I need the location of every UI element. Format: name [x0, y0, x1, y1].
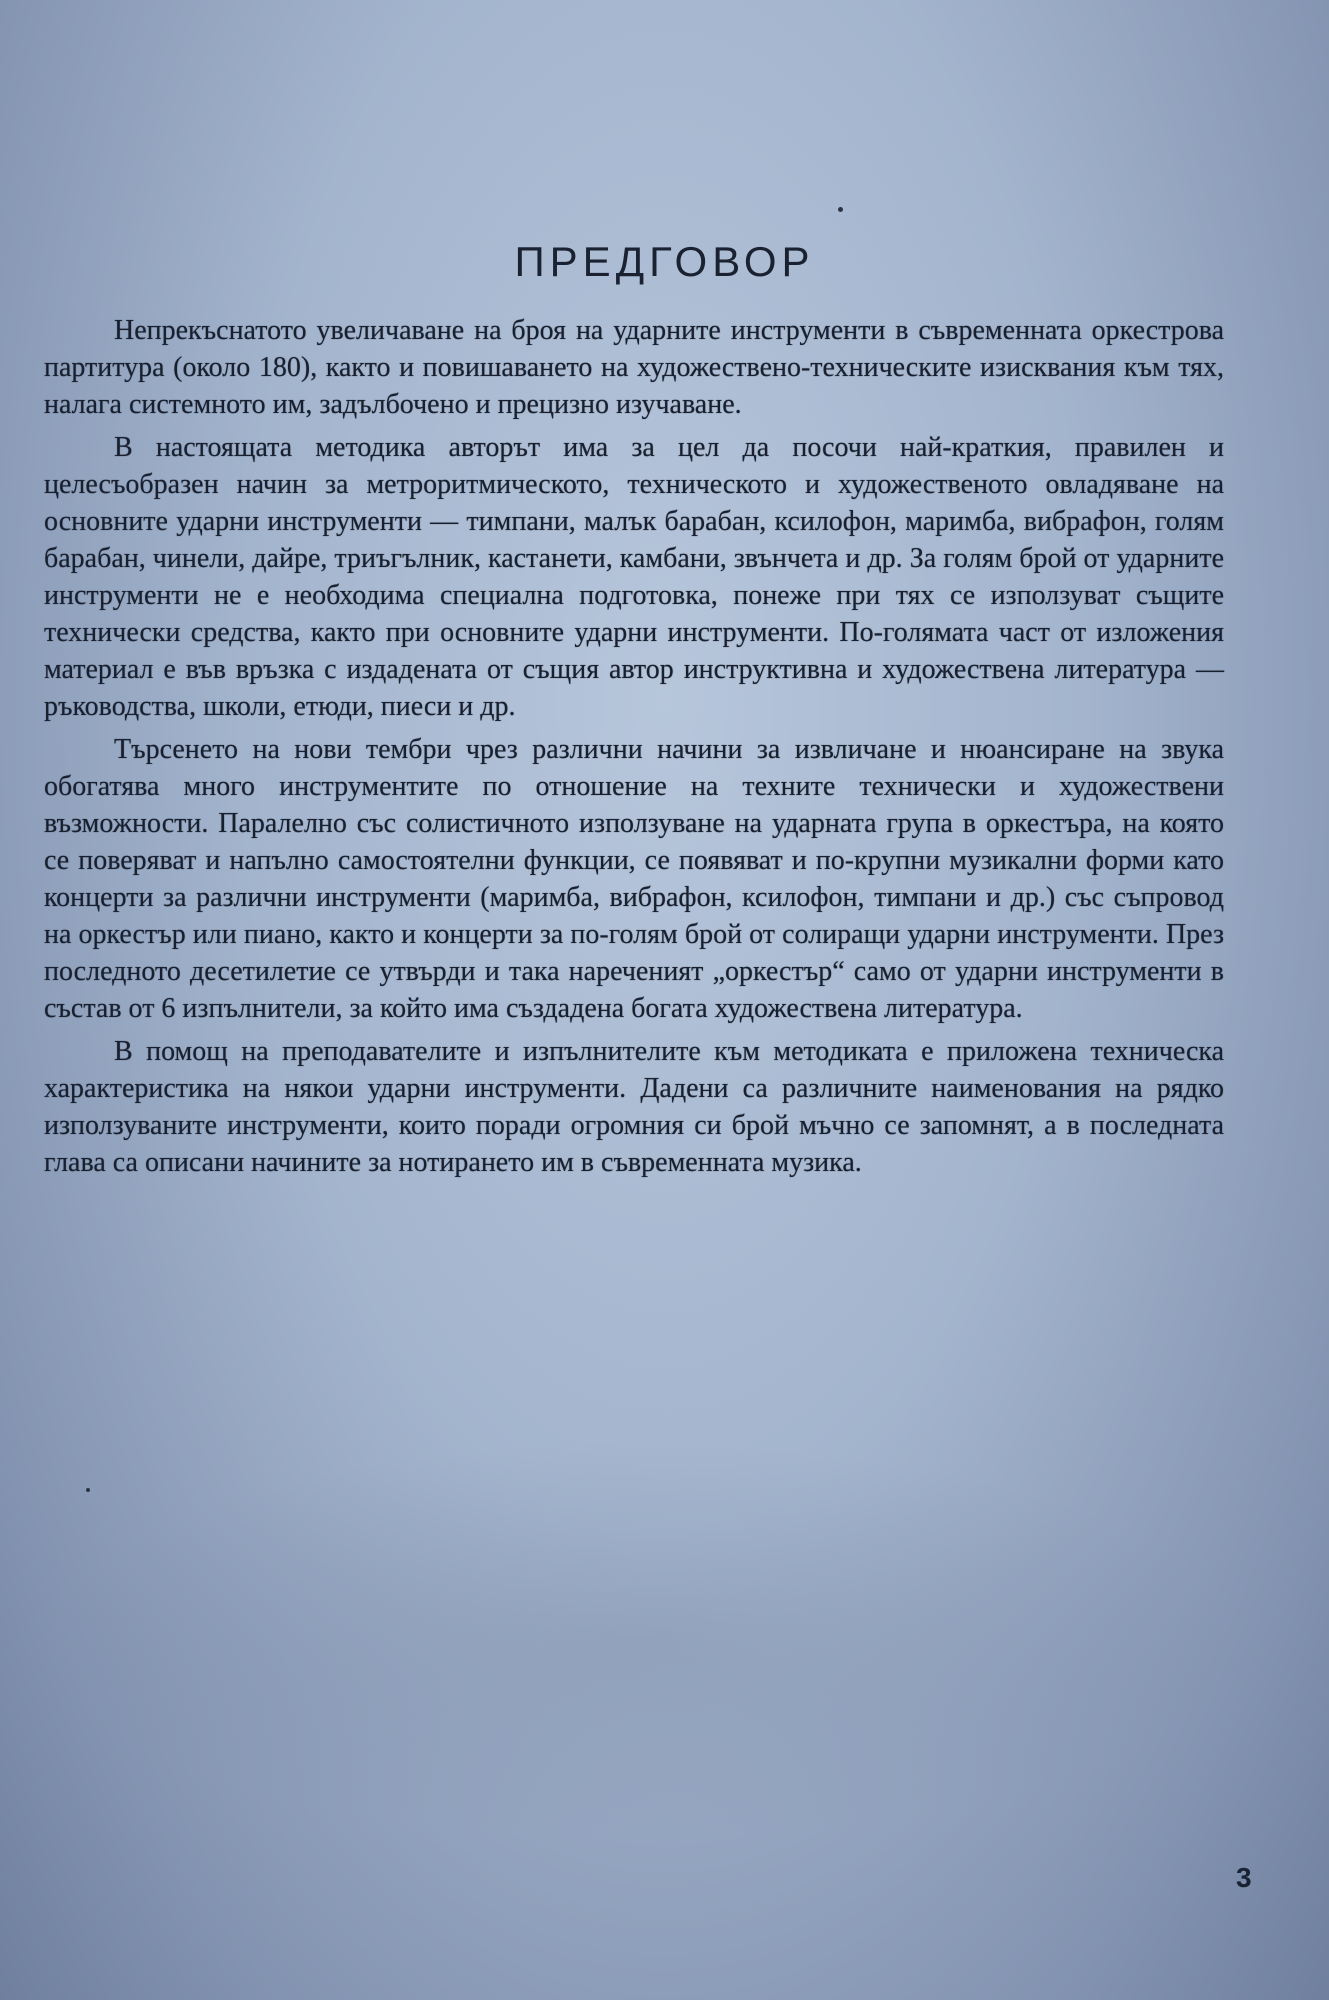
page-number: 3	[1236, 1862, 1252, 1893]
paragraph: В настоящата методика авторът има за цел да посочи най-краткия, правилен и целесъобразен начин за метроритмическото, техническото и художественото овладяване на основните ударни инструменти — тимпани, малък барабан, ксилофон, маримба, вибрафон, голям барабан, чинели, дайре, триъгълник, кастанети, камбани, звънчета и др. За голям брой от ударните инструменти не е необходима специална подготовка, понеже при тях се използуват същите технически средства, както при основните ударни инструменти. По-голямата част от изложения материал е във връзка с издадената от същия автор инструктивна и художествена литература — ръководства, школи, етюди, пиеси и др.	[44, 432, 1224, 722]
paragraph: Непрекъснатото увеличаване на броя на ударните инструменти в съвременната оркестрова партитура (около 180), както и повишаването на художествено-техническите изисквания към тях, налага системното им, задълбочено и прецизно изучаване.	[44, 315, 1224, 420]
paragraph: Търсенето на нови тембри чрез различни начини за извличане и нюансиране на звука обогатява много инструментите по отношение на техните технически и художествени възможности. Паралелно със солистичното използуване на ударната група в оркестъра, на която се поверяват и напълно самостоятелни функции, се появяват и по-крупни музикални форми като концерти за различни инструменти (маримба, вибрафон, ксилофон, тимпани и др.) със съпровод на оркестър или пиано, както и концерти за по-голям брой от солиращи ударни инструменти. През последното десетилетие се утвърди и така нареченият „оркестър“ само от ударни инструменти в състав от 6 изпълнители, за който има създадена богата художествена литература.	[44, 734, 1224, 1024]
ink-speck	[86, 1488, 90, 1492]
paragraph: В помощ на преподавателите и изпълнителите към методиката е приложена техническа характеристика на някои ударни инструменти. Дадени са различните наименования на рядко използуваните инструменти, които поради огромния си брой мъчно се запомнят, а в последната глава са описани начините за нотирането им в съвременната музика.	[44, 1036, 1224, 1178]
bleed-through-shadow	[40, 1440, 1240, 1840]
ink-speck	[838, 207, 843, 212]
page-title: ПРЕДГОВОР	[514, 238, 815, 285]
preface-body	[44, 312, 1224, 1187]
